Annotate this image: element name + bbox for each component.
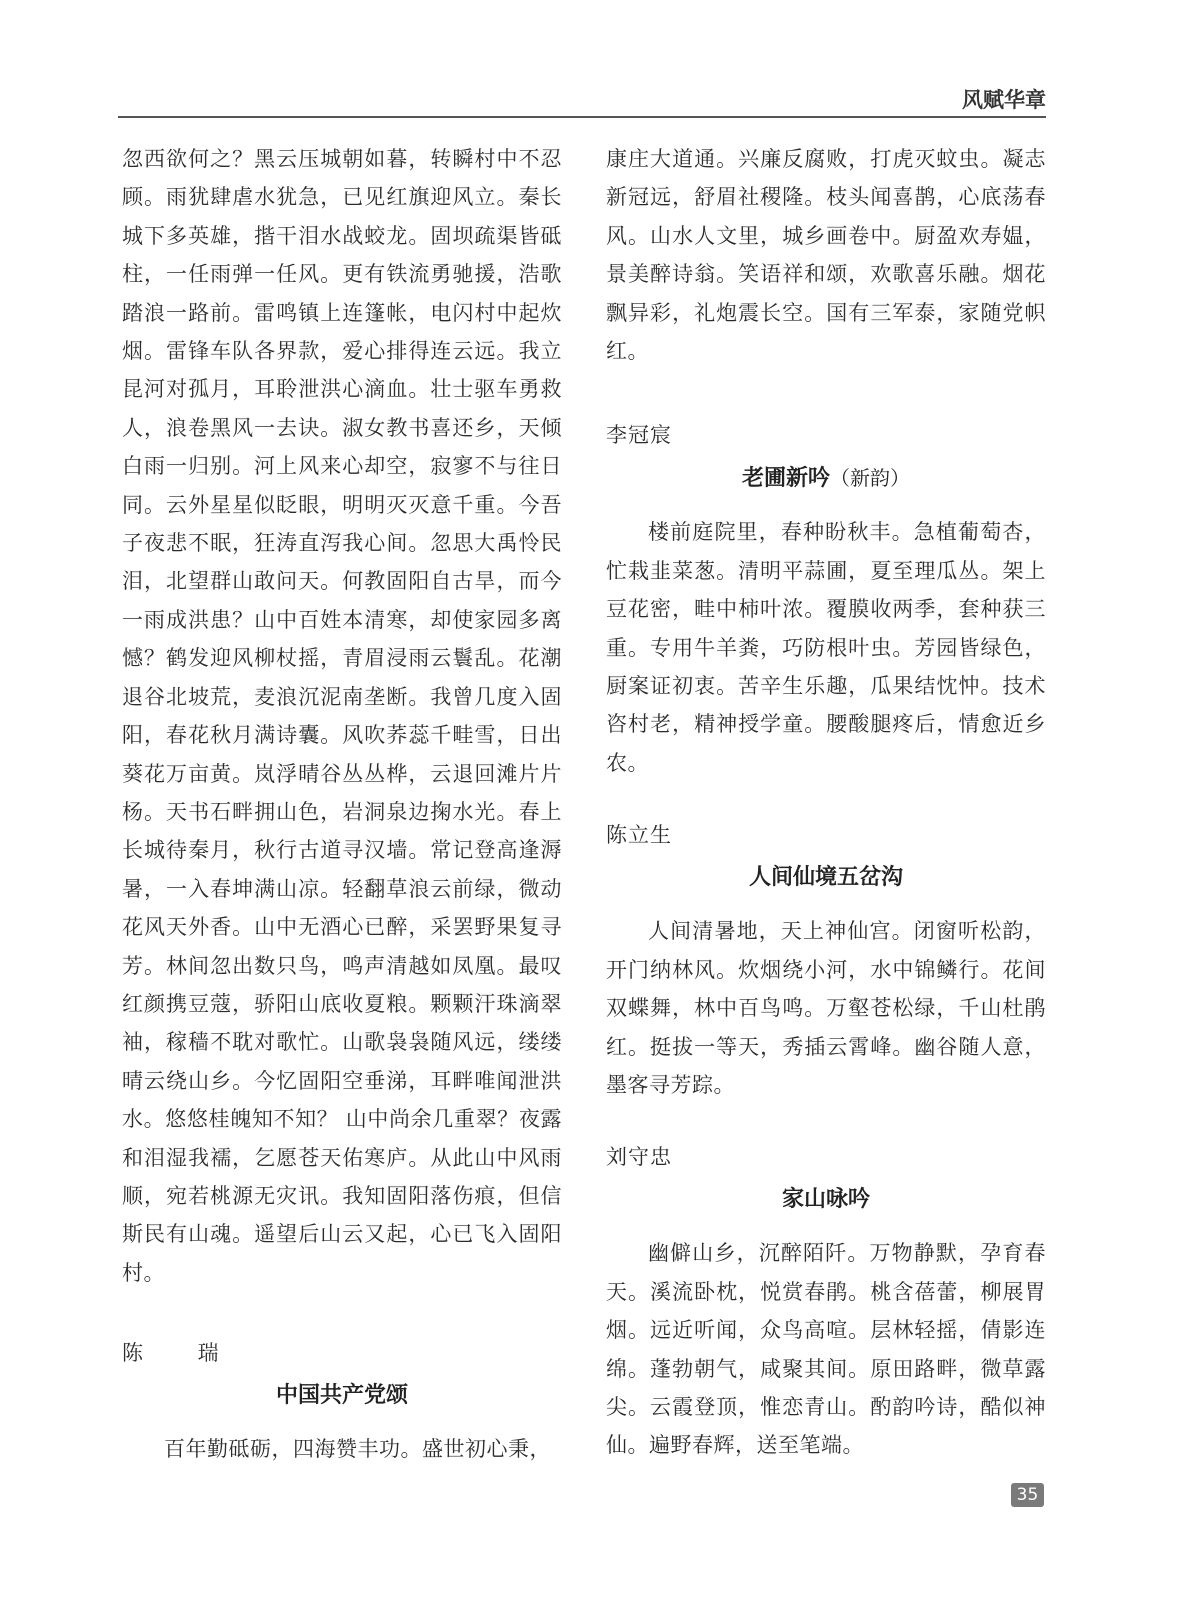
poem-title-text: 老圃新吟 <box>741 466 830 492</box>
poem-text: 人间清暑地，天上神仙宫。闭窗听松韵，开门纳林风。炊烟绕小河，水中锦鳞行。花间双蝶舞，林中百鸟鸣。万壑苍松绿，千山杜鹃红。挺拔一等天，秀插云霄峰。幽谷随人意，墨客寻芳踪。 <box>606 919 1046 1097</box>
right-column <box>606 140 1046 1465</box>
poem-continued-text: 忽西欲何之？黑云压城朝如暮，转瞬村中不忍顾。雨犹肆虐水犹急，已见红旗迎风立。秦长城下多英雄，揩干泪水战蛟龙。固坝疏渠皆砥柱，一任雨弹一任风。更有铁流勇驰援，浩歌踏浪一路前。雷鸣镇上连篷帐，电闪村中起炊烟。雷锋车队各界款，爱心排得连云远。我立昆河对孤月，耳聆泄洪心滴血。壮士驱车勇救人，浪卷黑风一去诀。淑女教书喜还乡，天倾白雨一归别。河上风来心却空，寂寥不与往日同。云外星星似眨眼，明明灭灭意千重。今吾子夜悲不眠，狂涛直泻我心间。忽思大禹怜民泪，北望群山敢问天。何教固阳自古旱，而今一雨成洪患？山中百姓本清寒，却使家园多离憾？鹤发迎风柳杖摇，青眉浸雨云鬟乱。花潮退谷北坡荒，麦浪沉泥南垄断。我曾几度入固阳，春花秋月满诗囊。风吹荞蕊千畦雪，日出葵花万亩黄。岚浮晴谷丛丛桦，云退回滩片片杨。天书石畔拥山色，岩洞泉边掬水光。春上长城待秦月，秋行古道寻汉墙。常记登高逢溽暑，一入春坤满山凉。轻翻草浪云前绿，微动花风天外香。山中无酒心已醉，采罢野果复寻芳。林间忽出数只鸟，鸣声清越如凤凰。最叹红颜携豆蔻，骄阳山底收夏粮。颗颗汗珠滴翠袖，稼穑不耽对歌忙。山歌袅袅随风远，缕缕晴云绕山乡。今忆固阳空垂涕，耳畔唯闻泄洪水。悠悠桂魄知不知？ 山中尚余几重翠？夜露和泪湿我襦，乞愿苍天佑寒庐。从此山中风雨顺，宛若桃源无灾讯。我知固阳落伤痕，但信斯民有山魂。遥望后山云又起，心已飞入固阳村。 <box>122 147 562 1285</box>
author-name: 陈 瑞 <box>122 1341 243 1366</box>
author-name: 陈立生 <box>606 823 672 848</box>
author-name: 刘守忠 <box>606 1145 672 1170</box>
poem-title <box>606 458 1046 499</box>
author-name: 李冠宸 <box>606 423 672 448</box>
poem-title: 中国共产党颂 <box>275 1383 408 1409</box>
poem-text: 幽僻山乡，沉醉陌阡。万物静默，孕育春天。溪流卧枕，悦赏春鹃。桃含蓓蕾，柳展胃烟。远近听闻，众鸟高喧。层林轻摇，倩影连绵。蓬勃朝气，咸聚其间。原田路畔，微草露尖。云霞登顶，惟恋青山。酌韵吟诗，酷似神仙。遍野春辉，送至笔端。 <box>606 1241 1046 1458</box>
poem-text: 百年勤砥砺，四海赞丰功。盛世初心秉， <box>164 1437 551 1462</box>
section-title: 风赋华章 <box>962 88 1046 112</box>
poem-continued-text: 康庄大道通。兴廉反腐败，打虎灭蚊虫。凝志新冠远，舒眉社稷隆。枝头闻喜鹊，心底荡春风。山水人文里，城乡画卷中。厨盈欢寿媪，景美醉诗翁。笑语祥和颂，欢歌喜乐融。烟花飘异彩，礼炮震长空。国有三军泰，家随党帜红。 <box>606 147 1046 364</box>
page-number: 35 <box>1011 1483 1044 1507</box>
poem-subtitle: （新韵） <box>830 466 910 491</box>
header-rule <box>118 116 1046 118</box>
poem-title: 家山咏吟 <box>781 1187 870 1213</box>
poem-text: 楼前庭院里，春种盼秋丰。急植葡萄杏，忙栽韭菜葱。清明平蒜圃，夏至理瓜丛。架上豆花密，畦中柿叶浓。覆膜收两季，套种获三重。专用牛羊粪，巧防根叶虫。芳园皆绿色，厨案证初衷。苦辛生乐趣，瓜果结忱忡。技术咨村老，精神授学童。腰酸腿疼后，情愈近乡农。 <box>606 520 1046 775</box>
poem-title: 人间仙境五岔沟 <box>748 865 903 891</box>
left-column <box>122 140 562 1469</box>
